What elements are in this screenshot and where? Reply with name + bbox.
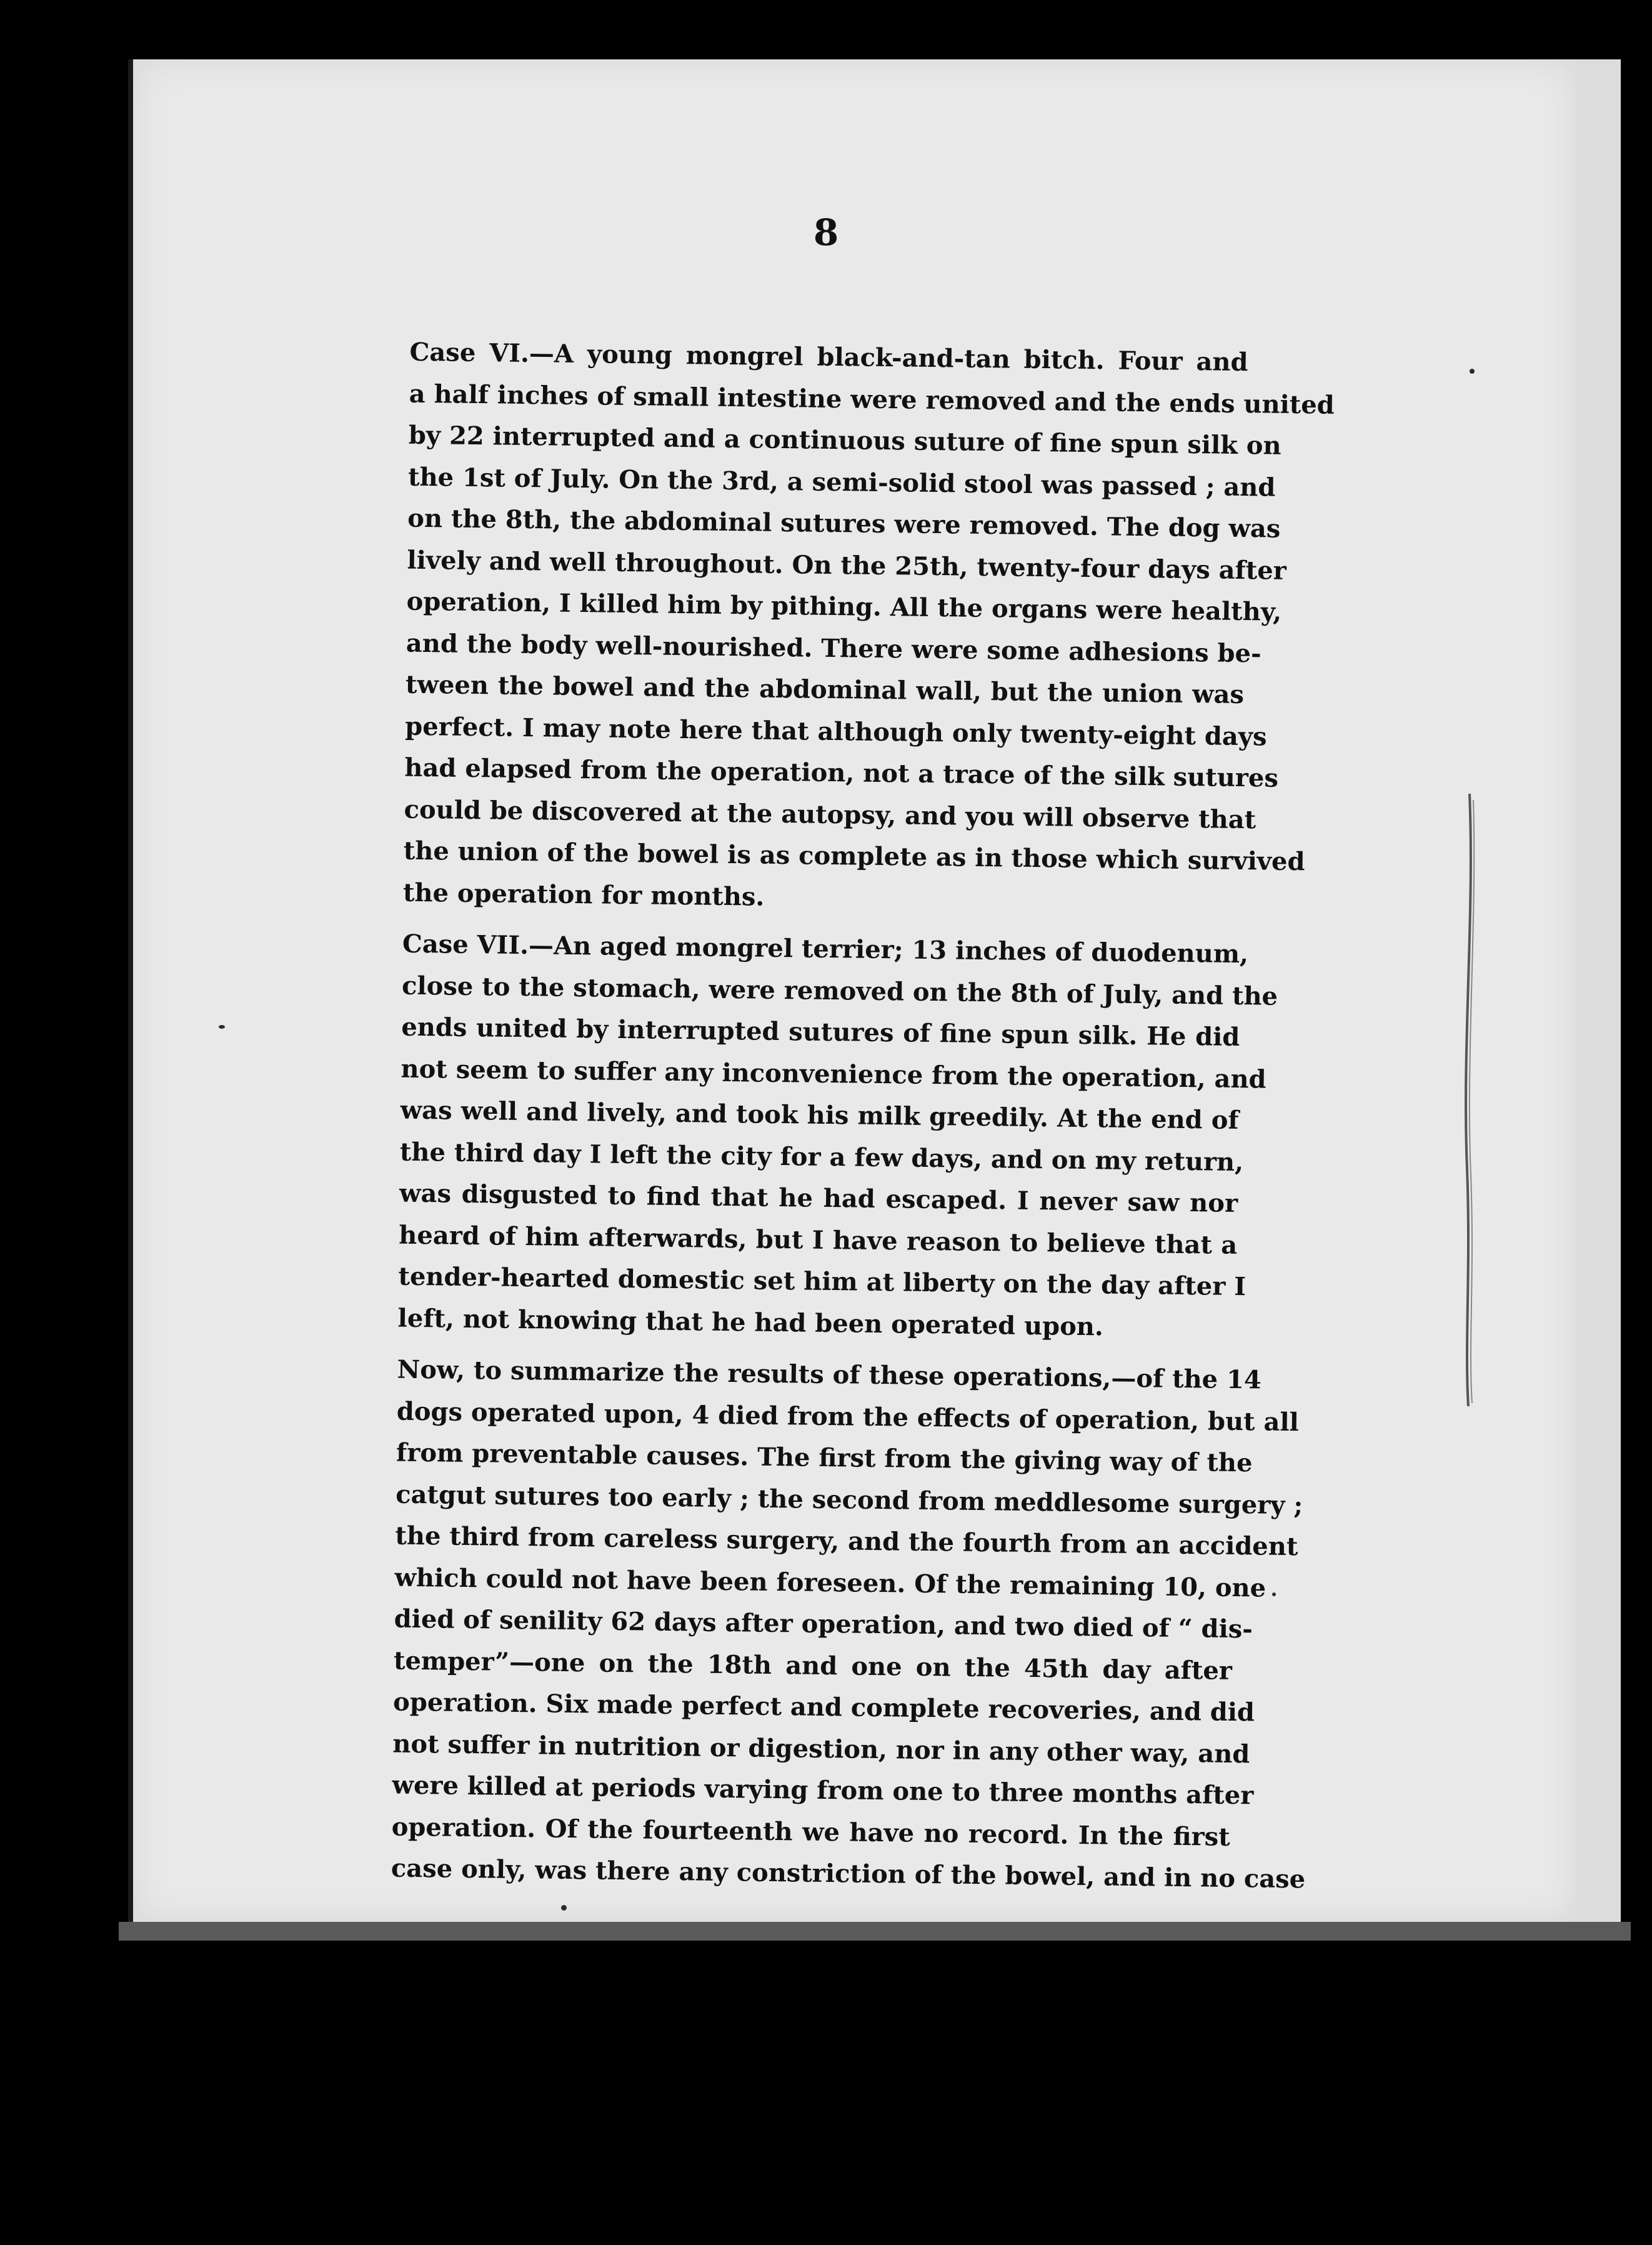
paragraph-case-vii bbox=[361, 923, 1278, 1349]
text-line: died of senility 62 days after operation, and two died of “ dis- bbox=[394, 1604, 1253, 1644]
text-line: the operation for months. bbox=[402, 878, 765, 912]
page-number: 8 bbox=[813, 211, 839, 254]
text-line: catgut sutures too early ; the second from meddlesome surgery ; bbox=[395, 1479, 1303, 1520]
text-line: left, not knowing that he had been operated upon. bbox=[397, 1303, 1104, 1341]
text-line: the third day I left the city for a few days, and on my return, bbox=[399, 1137, 1244, 1177]
text-line: Case VII.—An aged mongrel terrier; 13 inches of duodenum, bbox=[402, 929, 1249, 969]
text-line: lively and well throughout. On the 25th, twenty-four days after bbox=[407, 545, 1287, 586]
body-text bbox=[354, 331, 1335, 1909]
text-line: Now, to summarize the results of these operations,—of the 14 bbox=[397, 1354, 1262, 1395]
text-line: and the body well-nourished. There were some adhesions be- bbox=[406, 628, 1261, 668]
margin-scratch-mark bbox=[1456, 794, 1481, 1406]
text-line: dogs operated upon, 4 died from the effects of operation, but all bbox=[396, 1396, 1300, 1437]
paragraph-case-vi bbox=[367, 331, 1335, 924]
text-line: temper”—one on the 18th and one on the 45th day after bbox=[393, 1646, 1233, 1686]
text-line: was disgusted to find that he had escaped. I never saw nor bbox=[399, 1178, 1238, 1218]
text-line: could be discovered at the autopsy, and you will observe that bbox=[404, 794, 1256, 834]
paragraph-summary bbox=[355, 1349, 1306, 1900]
bottom-edge bbox=[119, 1922, 1631, 1941]
text-line: close to the stomach, were removed on the 8th of July, and the bbox=[401, 971, 1278, 1011]
text-line: perfect. I may note here that although only twenty-eight days bbox=[404, 711, 1267, 752]
text-line: heard of him afterwards, but I have reason to believe that a bbox=[399, 1220, 1238, 1260]
text-line: the union of the bowel is as complete as in those which survived bbox=[403, 836, 1305, 877]
speck bbox=[561, 1905, 567, 1911]
text-line: operation, I killed him by pithing. All the organs were healthy, bbox=[406, 586, 1282, 627]
text-line: were killed at periods varying from one to three months after bbox=[392, 1770, 1254, 1811]
text-line: was well and lively, and took his milk greedily. At the end of bbox=[400, 1095, 1239, 1136]
text-line: the third from careless surgery, and the fourth from an accident bbox=[395, 1521, 1298, 1562]
text-line: by 22 interrupted and a continuous suture of fine spun silk on bbox=[408, 420, 1281, 461]
text-line: tween the bowel and the abdominal wall, but the union was bbox=[405, 669, 1245, 710]
text-line: not suffer in nutrition or digestion, nor in any other way, and bbox=[392, 1729, 1250, 1769]
text-line: the 1st of July. On the 3rd, a semi-solid stool was passed ; and bbox=[407, 462, 1276, 502]
text-line: which could not have been foreseen. Of the remaining 10, one bbox=[394, 1562, 1266, 1603]
text-line: from preventable causes. The first from the giving way of the bbox=[396, 1438, 1253, 1478]
text-line: not seem to suffer any inconvenience from the operation, and bbox=[401, 1054, 1266, 1094]
speck bbox=[1470, 369, 1475, 374]
text-line: a half inches of small intestine were removed and the ends united bbox=[409, 379, 1335, 420]
text-line: tender-hearted domestic set him at liberty on the day after I bbox=[398, 1261, 1246, 1302]
text-line: operation. Of the fourteenth we have no record. In the first bbox=[391, 1812, 1230, 1852]
text-line: had elapsed from the operation, not a trace of the silk sutures bbox=[404, 752, 1279, 793]
text-line: Case VI.—A young mongrel black-and-tan bitch. Four and bbox=[409, 337, 1248, 378]
speck bbox=[219, 1025, 225, 1029]
text-line: case only, was there any constriction of the bowel, and in no case bbox=[391, 1853, 1306, 1894]
speck bbox=[1272, 1592, 1276, 1596]
text-line: ends united by interrupted sutures of fine spun silk. He did bbox=[401, 1012, 1240, 1052]
text-line: operation. Six made perfect and complete recoveries, and did bbox=[392, 1687, 1255, 1728]
text-line: on the 8th, the abdominal sutures were removed. The dog was bbox=[407, 503, 1281, 544]
